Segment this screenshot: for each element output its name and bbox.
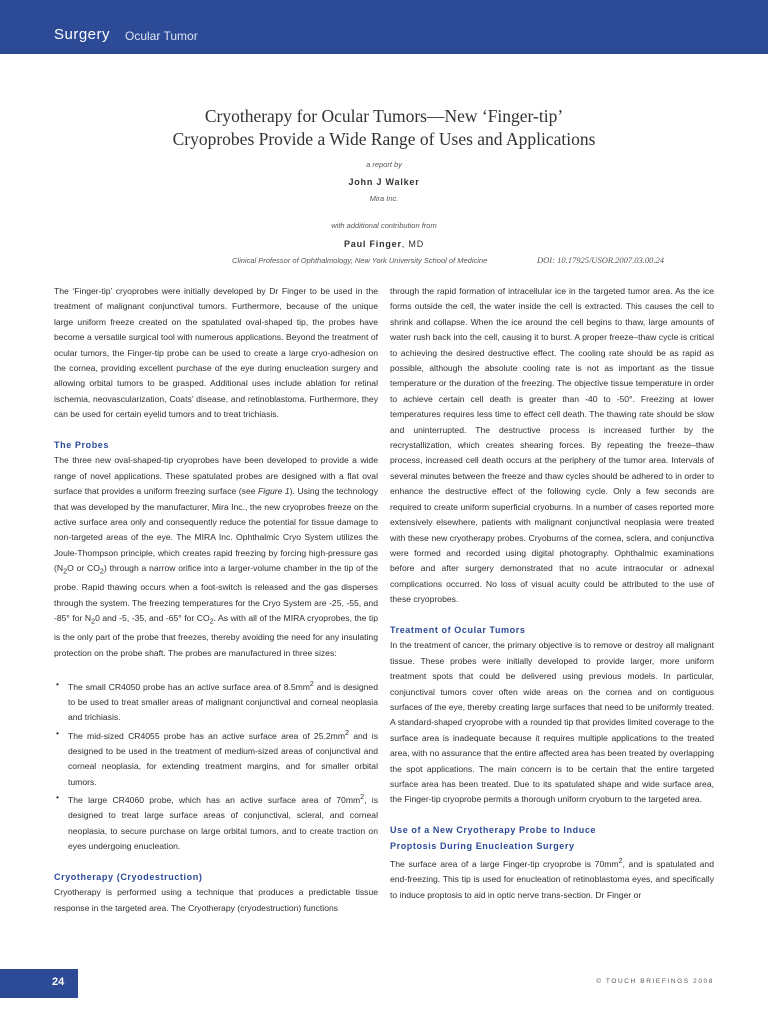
- page-number: 24: [52, 976, 65, 988]
- subscript: 2: [209, 617, 214, 626]
- author-secondary-affiliation: Clinical Professor of Ophthalmology, New York University School of Medicine: [232, 256, 488, 265]
- superscript: 2: [344, 728, 349, 737]
- probes-paragraph: [54, 453, 378, 661]
- list-item: [54, 677, 378, 726]
- doi-reference: DOI: 10.17925/USOR.2007.03.00.24: [537, 255, 665, 265]
- subscript: 2: [99, 568, 104, 577]
- probes-text-4: ) through a narrow orifice into a larger-volume chamber in the tip of the probe. Rapid thawing occurs when a foot-switch is released and the gas disperses through the system. The freezing temperatures for the Cryo System are -25, -55, and -85° for N: [54, 563, 378, 624]
- probes-text-3: O or CO: [67, 563, 100, 574]
- heading-enucleation-line-1: Use of a New Cryotherapy Probe to Induce: [390, 825, 597, 836]
- article-title-line-2: Cryoprobes Provide a Wide Range of Uses and Applications: [172, 129, 596, 149]
- author-secondary-name: Paul Finger: [343, 239, 402, 249]
- list-item-text: The large CR4060 probe, which has an active surface area of 70mm: [68, 794, 361, 805]
- cryotherapy-paragraph: Cryotherapy is performed using a technique that produces a predictable tissue response in the targeted area. The Cryotherapy (cryodestruction) functions: [54, 887, 378, 913]
- probes-text-5: 0 and -5, -35, and -65° for CO: [95, 613, 210, 624]
- cryotherapy-continued-paragraph: through the rapid formation of intracellular ice in the targeted tumor area. As the ice forms outside the cell, the water inside the cell is extracted. This causes the cell to shrink and collapse. When the ice around the cell begins to thaw, large amounts of water rush back into the cell, causing it to burst. A proper freeze–thaw cycle is critical to achieving the desired destructive effect. The cooling rate should be as rapid as possible, although the absolute cooling rate is not as important as the tissue temperature or the duration of the freezing. The objective tissue temperature in order to achieve certain cell death is greater than -40 to -50°. Freezing at lower temperatures requires less time to effect cell death. The thawing rate should be slow and uninterrupted. The destructive process is increased further by the recrystallization, which creates shearing forces. By repeating the freeze–thaw process, increased cell death occurs at the periphery of the tumor area. Intervals of several minutes between the freeze and thaw cycles should be adhered to in order to enhance the destructive effect of the following cycle. Only a few seconds are required to create uniform superficial cryoburns. In a number of cases reported more extensively elsewhere, patients with malignant conjunctival neoplasia were treated with these new cryotherapy probes. Cryoburns of the cornea, sclera, and conjunctiva were formed and recorded using digital photography. Ophthalmic examinations before and after surgery demonstrated that no acute intraocular or adnexal complications occurred. No loss of visual acuity could be attributed to the use of these cryoprobes.: [390, 286, 714, 605]
- heading-cryotherapy: Cryotherapy (Cryodestruction): [54, 872, 203, 882]
- heading-enucleation: [390, 823, 714, 854]
- right-column: [390, 284, 714, 903]
- author-primary: John J Walker: [348, 177, 420, 187]
- author-secondary-degree: , MD: [401, 239, 424, 249]
- left-column: [54, 284, 378, 916]
- report-by-label: a report by: [366, 160, 402, 169]
- page-number-box: [0, 969, 78, 998]
- list-item: [54, 790, 378, 854]
- treatment-paragraph: In the treatment of cancer, the primary objective is to remove or destroy all malignant tissue. These probes were initially developed to provide larger, more uniform treatment spots that could be delivered using previous models. In particular, conjunctival tumors cover often wide areas on the cornea and on contiguous surfaces of the eye, thereby creating large surfaces that need to be uniformly treated. A standard-shaped cryoprobe with a rounded tip that provides limited coverage to the surface area is inadequate because it requires multiple applications to the treated area, with no assurance that the entire affected area has been treated by overlapping the spot applications. The main concern is to be certain that the entire targeted surface area has been treated. Due to its spatulated shape and wide surface area, the Finger-tip cryoprobe permits a thorough uniform cryoburn to the targeted area.: [390, 640, 714, 805]
- author-secondary: [60, 239, 708, 249]
- probes-text-2: ). Using the technology that was developed by the manufacturer, Mira Inc., the new cryoprobes freeze on the active surface area only and consequently reduce the potential for tissue damage to non-targeted areas of the eye. The MIRA Inc. Ophthalmic Cryo System utilizes the Joule-Thompson principle, which creates rapid freezing by forcing high-pressure gas (N: [54, 486, 378, 574]
- figure-reference: Figure 1: [258, 486, 290, 497]
- article-title-line-1: Cryotherapy for Ocular Tumors—New ‘Finger-tip’: [204, 106, 564, 126]
- list-item-text: and is designed to be used to treat smaller areas of malignant conjunctival and corneal neoplasia and trichiasis.: [68, 681, 378, 723]
- subscript: 2: [91, 617, 96, 626]
- enucleation-paragraph: [390, 854, 714, 903]
- section-title: Surgery: [54, 26, 111, 43]
- list-item-text: , is designed to treat large surface areas of conjunctival, scleral, and corneal neoplasia, to secure purchase on large orbital tumors, and to create traction on eyes undergoing enucleation.: [68, 794, 378, 852]
- heading-treatment-ocular-tumors: Treatment of Ocular Tumors: [390, 624, 526, 635]
- author-primary-affiliation: Mira Inc.: [369, 194, 399, 203]
- list-item-text: The mid-sized CR4055 probe has an active surface area of 25.2mm: [68, 730, 345, 741]
- enucleation-text-2: , and is spatulated and end-freezing. This tip is used for enucleation of retinoblastoma eyes, and specifically to induce proptosis to aid in optic nerve trans-section. Dr Finger or: [390, 858, 714, 900]
- section-header-bar: [0, 0, 768, 54]
- enucleation-text-1: The surface area of a large Finger-tip cryoprobe is 70mm: [390, 858, 619, 869]
- article-title: [60, 105, 708, 151]
- probe-size-list: [54, 677, 378, 855]
- copyright-notice: © TOUCH BRIEFINGS 2008: [596, 978, 714, 985]
- list-item-text: The small CR4050 probe has an active surface area of 8.5mm: [68, 681, 310, 692]
- superscript: 2: [618, 857, 623, 865]
- heading-enucleation-line-2: Proptosis During Enucleation Surgery: [390, 840, 575, 851]
- heading-the-probes: The Probes: [54, 440, 110, 451]
- list-item: [54, 726, 378, 790]
- subscript: 2: [63, 568, 68, 577]
- contribution-label: with additional contribution from: [331, 221, 437, 230]
- superscript: 2: [360, 793, 365, 802]
- intro-paragraph: The ‘Finger-tip’ cryoprobes were initially developed by Dr Finger to be used in the treatment of malignant conjunctival tumors. Furthermore, because of the unique large uniform freeze created on the spatulated oval-shaped tip, the probes have become a versatile surgical tool with numerous applications. Beyond the treatment of ocular tumors, the Finger-tip probe can be used to create a large cryo-adhesion on the cornea, providing excellent purchase of the eye during enucleation surgery and allowing orbital tumors to be grasped. Additional uses include ablation for retinal ischemia, neovascularization, Coats’ disease, and retinoblastoma. Furthermore, they can be used for certain eyelid tumors and to treat trichiasis.: [54, 286, 378, 420]
- section-subtitle: Ocular Tumor: [125, 29, 198, 43]
- probes-text-1: The three new oval-shaped-tip cryoprobes have been developed to provide a wide range of novel applications. These spatulated probes are designed with a flat oval surface that provides a uniform freezing surface (see: [54, 455, 378, 497]
- superscript: 2: [309, 679, 314, 688]
- list-item-text: and is designed to be used in the treatment of medium-sized areas of conjunctival and corneal neoplasia, for extending treatment margins, and for smaller orbital tumors.: [68, 730, 378, 787]
- probes-text-6: . As with all of the MIRA cryoprobes, the tip is the only part of the probe that freezes, thereby avoiding the need for any insulating protection on the probe shaft. The probes are manufactured in three sizes:: [54, 613, 378, 658]
